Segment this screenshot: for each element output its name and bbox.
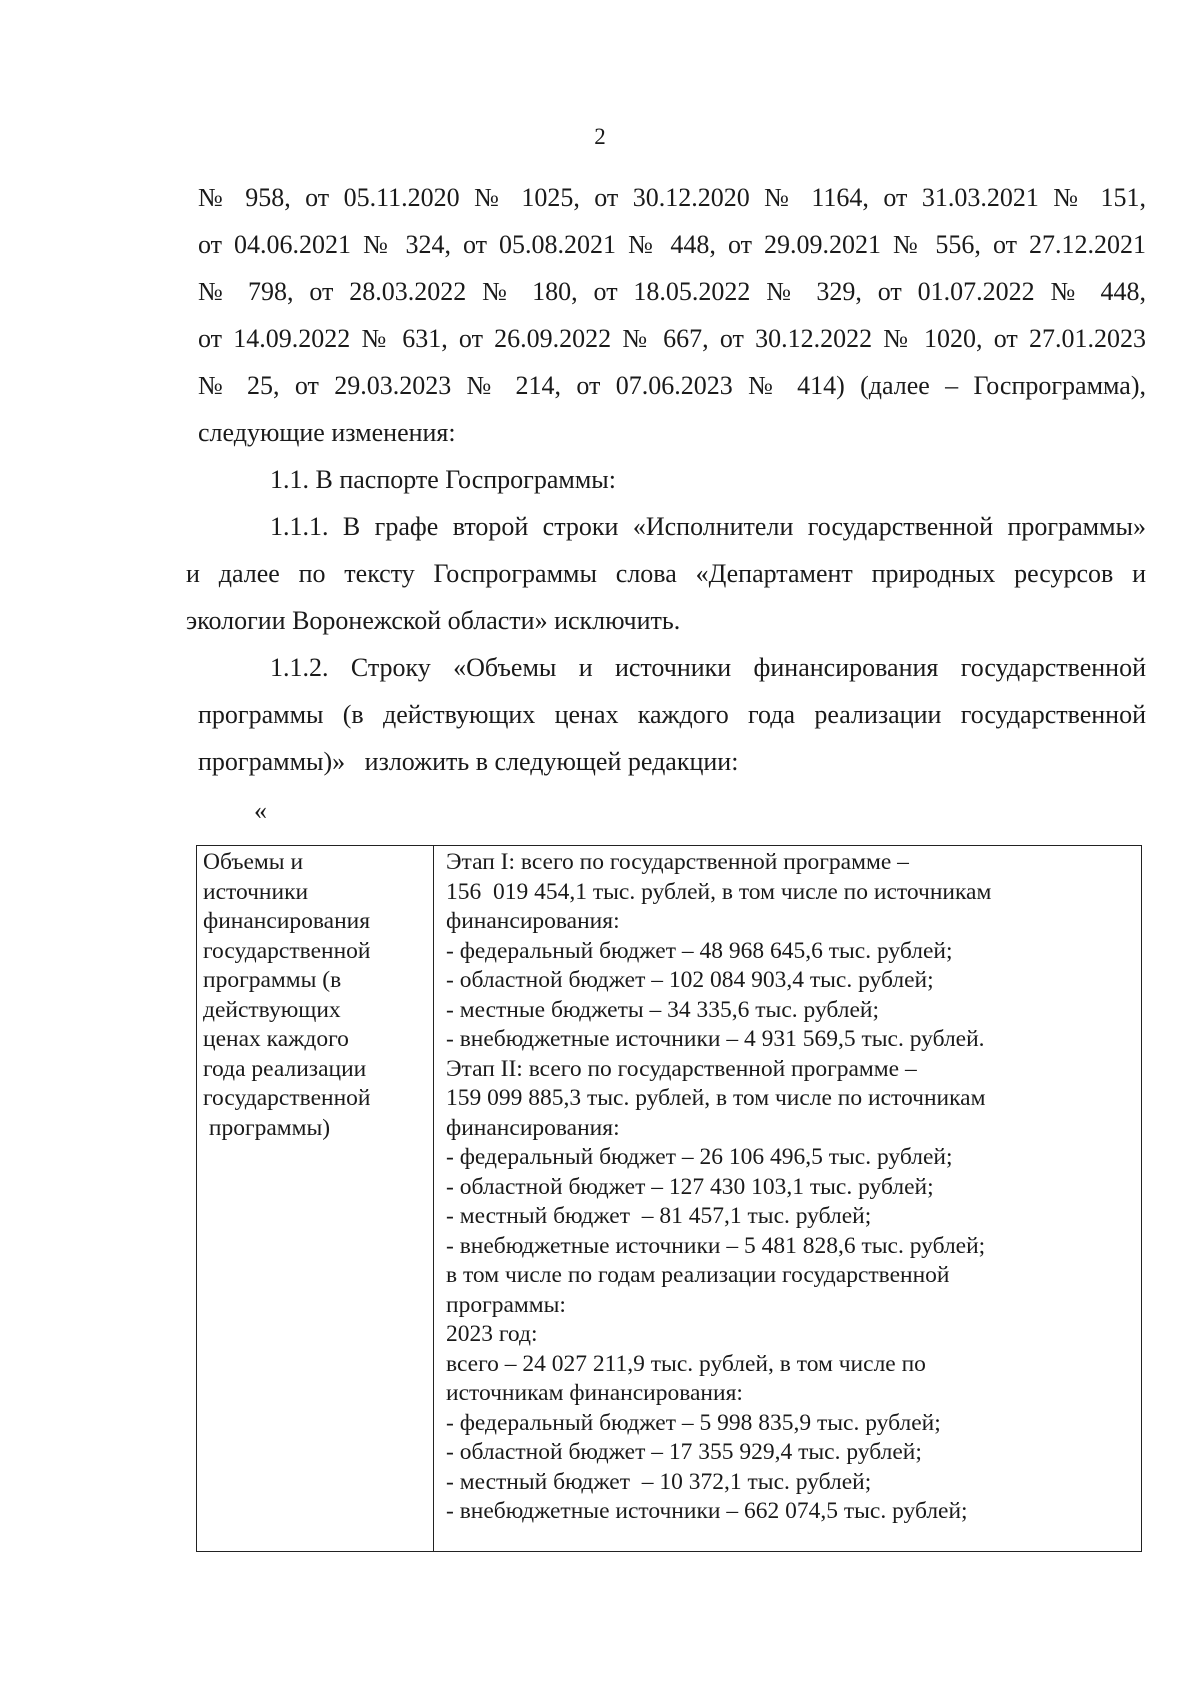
- value-line: Этап II: всего по государственной программе –: [446, 1055, 917, 1082]
- page-number: 2: [594, 124, 606, 149]
- label-line: государственной: [203, 937, 371, 964]
- value-line: в том числе по годам реализации государственной: [446, 1262, 950, 1288]
- item-1-1-1-line: и далее по тексту Госпрограммы слова «Департамент природных ресурсов и: [186, 559, 1146, 588]
- paragraph-line: № 958, от 05.11.2020 № 1025, от 30.12.2020 № 1164, от 31.03.2021 № 151,: [198, 183, 1146, 212]
- value-line: - федеральный бюджет – 48 968 645,6 тыс. рублей;: [446, 937, 953, 964]
- value-line: программы:: [446, 1291, 566, 1318]
- label-line: программы (в: [203, 967, 342, 993]
- value-line: всего – 24 027 211,9 тыс. рублей, в том числе по: [446, 1350, 926, 1377]
- label-line: действующих: [203, 996, 341, 1023]
- value-line: - областной бюджет – 17 355 929,4 тыс. рублей;: [446, 1439, 922, 1465]
- label-line: государственной: [203, 1085, 371, 1111]
- label-line: программы): [203, 1114, 331, 1141]
- table-value-cell: [434, 846, 1141, 1551]
- table-label-cell: [197, 846, 434, 1551]
- value-line: 159 099 885,3 тыс. рублей, в том числе по источникам: [446, 1085, 986, 1111]
- label-line: источники: [203, 878, 309, 905]
- item-1-1: 1.1. В паспорте Госпрограммы:: [270, 465, 616, 494]
- open-quote: «: [254, 796, 267, 825]
- item-1-1-2-line: программы (в действующих ценах каждого года реализации государственной: [198, 700, 1146, 729]
- label-line: ценах каждого: [203, 1026, 349, 1052]
- item-1-1-1-line: 1.1.1. В графе второй строки «Исполнители государственной программы»: [270, 512, 1146, 541]
- label-line: года реализации: [203, 1055, 367, 1082]
- value-line: финансирования:: [446, 908, 620, 934]
- value-line: - федеральный бюджет – 26 106 496,5 тыс. рублей;: [446, 1144, 953, 1170]
- paragraph-line: № 25, от 29.03.2023 № 214, от 07.06.2023 № 414) (далее – Госпрограмма),: [198, 371, 1146, 400]
- label-line: Объемы и: [203, 849, 304, 875]
- value-line: 156 019 454,1 тыс. рублей, в том числе по источникам: [446, 878, 992, 905]
- value-line: - внебюджетные источники – 4 931 569,5 тыс. рублей.: [446, 1026, 985, 1052]
- document-body: [186, 174, 1146, 785]
- item-1-1-2-line: программы)» изложить в следующей редакции:: [198, 747, 739, 776]
- value-line: - федеральный бюджет – 5 998 835,9 тыс. рублей;: [446, 1409, 941, 1436]
- value-line: Этап I: всего по государственной программе –: [446, 849, 909, 875]
- paragraph-line: от 04.06.2021 № 324, от 05.08.2021 № 448, от 29.09.2021 № 556, от 27.12.2021: [198, 230, 1146, 259]
- value-line: - местные бюджеты – 34 335,6 тыс. рублей;: [446, 996, 880, 1023]
- item-1-1-1-line: экологии Воронежской области» исключить.: [186, 606, 681, 635]
- item-1-1-2-line: 1.1.2. Строку «Объемы и источники финансирования государственной: [270, 653, 1146, 682]
- paragraph-line: от 14.09.2022 № 631, от 26.09.2022 № 667, от 30.12.2022 № 1020, от 27.01.2023: [198, 324, 1146, 353]
- value-line: источникам финансирования:: [446, 1380, 743, 1406]
- value-line: - местный бюджет – 81 457,1 тыс. рублей;: [446, 1203, 872, 1229]
- paragraph-line: № 798, от 28.03.2022 № 180, от 18.05.2022 № 329, от 01.07.2022 № 448,: [198, 277, 1146, 306]
- value-line: - областной бюджет – 127 430 103,1 тыс. рублей;: [446, 1173, 934, 1200]
- value-line: - местный бюджет – 10 372,1 тыс. рублей;: [446, 1468, 872, 1495]
- paragraph-line: следующие изменения:: [198, 418, 456, 447]
- value-line: 2023 год:: [446, 1321, 538, 1347]
- value-line: - внебюджетные источники – 5 481 828,6 тыс. рублей;: [446, 1232, 986, 1259]
- label-line: финансирования: [203, 908, 371, 934]
- financing-table: [196, 845, 1142, 1552]
- value-line: - областной бюджет – 102 084 903,4 тыс. рублей;: [446, 967, 934, 993]
- value-line: финансирования:: [446, 1114, 620, 1141]
- value-line: - внебюджетные источники – 662 074,5 тыс. рублей;: [446, 1498, 968, 1524]
